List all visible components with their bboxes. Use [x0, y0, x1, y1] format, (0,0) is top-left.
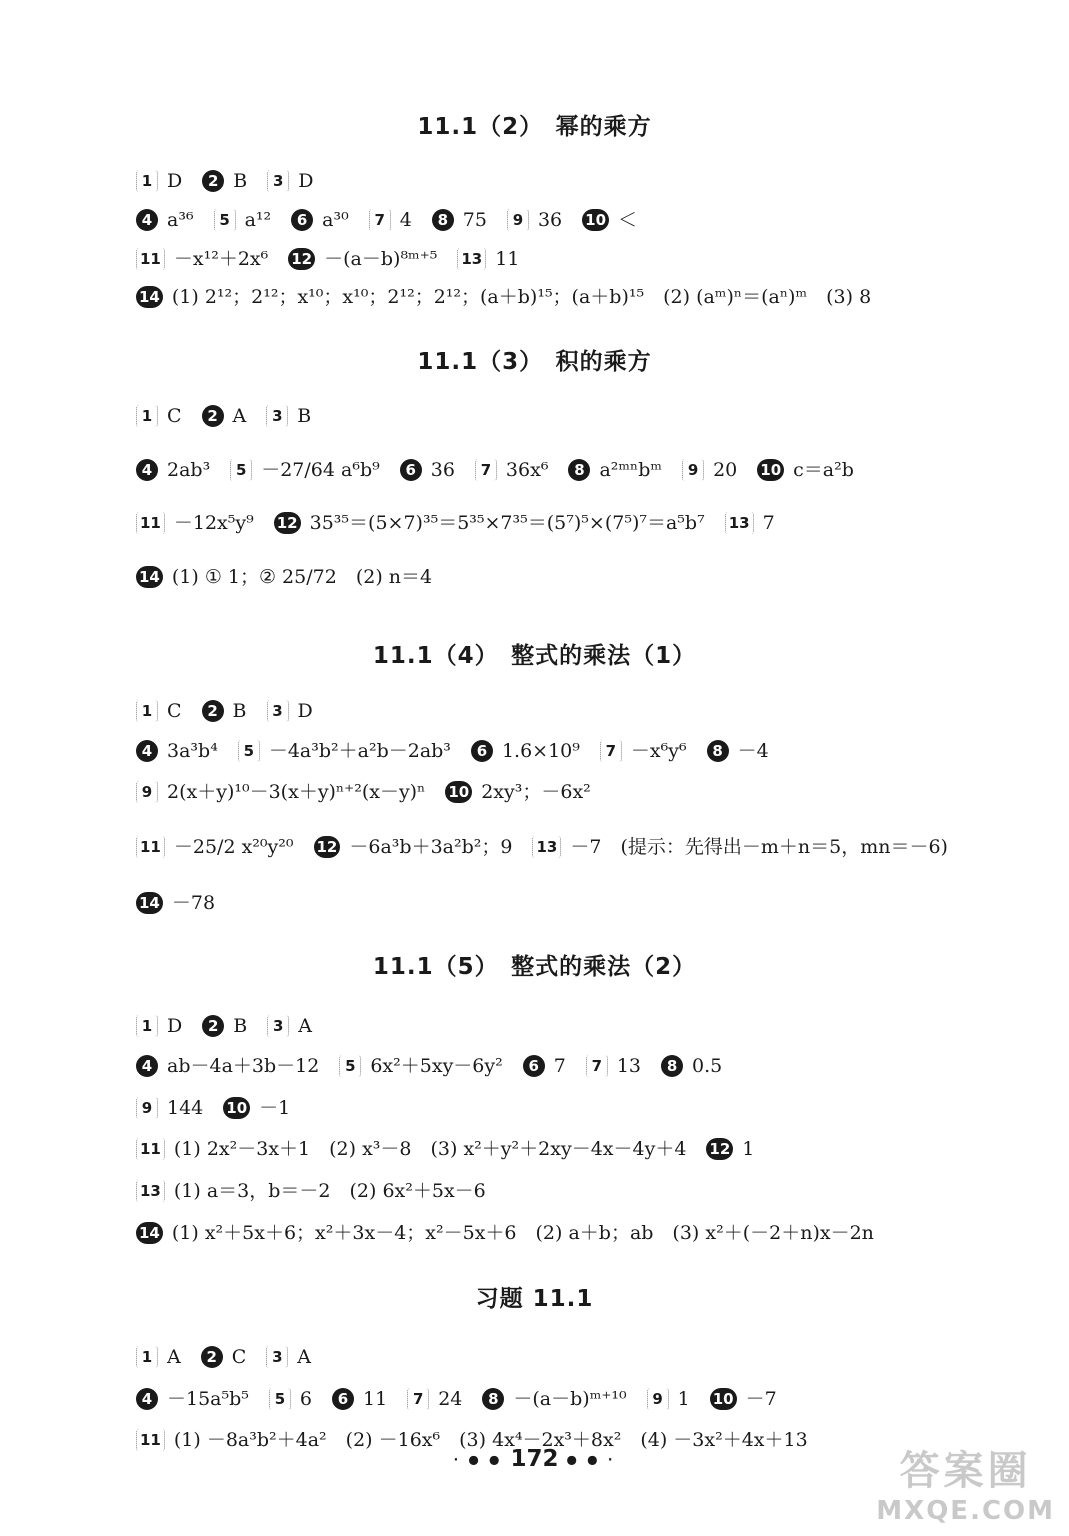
answer-text: 1 — [742, 1138, 755, 1160]
question-number-badge: 8 — [568, 459, 590, 481]
answer-text: C — [167, 700, 182, 722]
answer-text: －x⁶y⁶ — [630, 740, 687, 762]
question-number-badge: 4 — [136, 459, 158, 481]
question-number-badge: 2 — [202, 700, 224, 722]
answer-text: 20 — [713, 459, 738, 481]
answer-text: 2(x＋y)¹⁰－3(x＋y)ⁿ⁺²(x－y)ⁿ — [167, 781, 426, 803]
question-number: 13 — [532, 836, 561, 858]
answer-item — [136, 508, 254, 538]
answer-item — [582, 205, 637, 235]
answer-item — [432, 205, 487, 235]
question-number-badge: 4 — [136, 1388, 158, 1410]
answer-item — [136, 282, 871, 312]
answer-row — [136, 401, 1041, 431]
answer-text: －1 — [259, 1097, 291, 1119]
answer-item — [523, 1051, 566, 1081]
answer-row — [136, 832, 1041, 862]
answer-text: －25/2 x²⁰y²⁰ — [173, 836, 294, 858]
answer-item — [267, 166, 313, 196]
section-title: 11.1（5） 整式的乘法（2） — [372, 954, 697, 980]
answer-item — [136, 1342, 181, 1372]
answer-text: a³⁶ — [167, 209, 194, 231]
question-number-badge: 10 — [582, 209, 609, 231]
answer-item — [136, 455, 210, 485]
answer-item — [647, 1384, 690, 1414]
answer-text: －(a－b)⁸ᵐ⁺⁵ — [324, 248, 438, 270]
question-number: 9 — [647, 1388, 669, 1410]
question-number: 1 — [136, 1015, 158, 1037]
answer-item — [136, 832, 294, 862]
question-number: 3 — [267, 1015, 289, 1037]
answer-item — [314, 832, 513, 862]
answer-text: 6x²＋5xy－6y² — [370, 1055, 503, 1077]
answer-item — [223, 1093, 290, 1123]
section-title: 11.1（3） 积的乘方 — [417, 349, 652, 375]
answer-text: －15a⁵b⁵ — [167, 1388, 249, 1410]
question-number: 5 — [238, 740, 260, 762]
answer-item — [202, 696, 247, 726]
answer-text: －x¹²＋2x⁶ — [173, 248, 269, 270]
question-number-badge: 10 — [223, 1097, 250, 1119]
answer-text: B — [233, 1015, 248, 1037]
answer-item — [471, 736, 580, 766]
answer-text: 36x⁶ — [505, 459, 549, 481]
answer-text: －7 — [745, 1388, 777, 1410]
answer-row — [136, 205, 1041, 235]
answer-text: 36 — [537, 209, 563, 231]
answer-item — [136, 401, 182, 431]
answer-text: 4 — [399, 209, 412, 231]
footer-dots-right: ● ● · — [566, 1452, 616, 1467]
answer-item — [339, 1051, 502, 1081]
answer-text: －7 (提示：先得出－m＋n＝5，mn＝－6) — [570, 836, 948, 858]
answer-row — [136, 1218, 1041, 1248]
answer-item — [238, 736, 451, 766]
answer-text: D — [167, 1015, 183, 1037]
answer-row — [136, 244, 1041, 274]
question-number: 3 — [267, 170, 289, 192]
question-number: 5 — [214, 209, 236, 231]
question-number: 1 — [136, 700, 158, 722]
answer-item — [202, 166, 247, 196]
question-number-badge: 6 — [332, 1388, 354, 1410]
answer-text: 75 — [462, 209, 487, 231]
answer-text: －4a³b²＋a²b－2ab³ — [268, 740, 451, 762]
answer-text: 24 — [438, 1388, 463, 1410]
answer-text: (1) a＝3，b＝－2 (2) 6x²＋5x－6 — [173, 1180, 486, 1202]
answer-text: A — [297, 1346, 312, 1368]
question-number-badge: 10 — [445, 781, 472, 803]
answer-text: 144 — [167, 1097, 204, 1119]
answer-text: a³⁰ — [322, 209, 349, 231]
answer-text: C — [167, 405, 182, 427]
answer-item — [269, 1384, 312, 1414]
answer-text: 36 — [430, 459, 455, 481]
answer-text: －4 — [737, 740, 769, 762]
answer-item — [136, 1384, 249, 1414]
answer-item — [600, 736, 687, 766]
question-number-badge: 14 — [136, 566, 163, 588]
answer-text: A — [167, 1346, 181, 1368]
answer-item — [482, 1384, 626, 1414]
question-number-badge: 4 — [136, 740, 158, 762]
answer-text: －(a－b)ᵐ⁺¹⁰ — [513, 1388, 627, 1410]
question-number-badge: 10 — [757, 459, 784, 481]
answer-item — [136, 1051, 319, 1081]
question-number: 3 — [266, 1346, 288, 1368]
answer-text: A — [232, 405, 247, 427]
question-number: 7 — [475, 459, 497, 481]
section-title: 习题 11.1 — [475, 1286, 594, 1312]
answer-item — [201, 1342, 247, 1372]
answer-text: D — [297, 700, 313, 722]
answer-row — [136, 1134, 1041, 1164]
question-number: 5 — [230, 459, 252, 481]
answer-text: B — [232, 700, 247, 722]
question-number-badge: 8 — [432, 209, 454, 231]
answer-item — [725, 508, 775, 538]
answer-item — [136, 696, 182, 726]
answer-text: 7 — [762, 512, 775, 534]
answer-item — [288, 244, 437, 274]
answer-item — [266, 1342, 311, 1372]
answer-item — [475, 455, 549, 485]
question-number-badge: 12 — [314, 836, 341, 858]
answer-text: －27/64 a⁶b⁹ — [261, 459, 380, 481]
question-number: 7 — [600, 740, 622, 762]
answer-item — [710, 1384, 777, 1414]
answer-text: D — [298, 170, 314, 192]
answer-text: 3a³b⁴ — [167, 740, 218, 762]
answer-item — [707, 736, 769, 766]
answer-text: D — [167, 170, 183, 192]
question-number: 7 — [369, 209, 391, 231]
answer-item — [136, 562, 432, 592]
question-number-badge: 4 — [136, 1055, 158, 1077]
answer-item — [136, 777, 425, 807]
question-number: 11 — [136, 512, 165, 534]
question-number: 7 — [586, 1055, 608, 1077]
answer-text: (1) ① 1；② 25/72 (2) n＝4 — [171, 566, 433, 588]
answer-row — [136, 1342, 1041, 1372]
question-number: 13 — [136, 1180, 165, 1202]
answer-text: B — [297, 405, 312, 427]
answer-item — [682, 455, 737, 485]
answer-row — [136, 1051, 1041, 1081]
section-title: 11.1（4） 整式的乘法（1） — [372, 643, 697, 669]
question-number-badge: 14 — [136, 892, 163, 914]
question-number-badge: 4 — [136, 209, 158, 231]
answer-text: A — [298, 1015, 312, 1037]
answer-item — [568, 455, 662, 485]
answer-row — [136, 777, 1041, 807]
answer-item — [202, 1011, 247, 1041]
page-number: 172 — [510, 1446, 559, 1472]
answer-item — [532, 832, 947, 862]
answer-item — [267, 696, 313, 726]
answer-item — [136, 1218, 874, 1248]
answer-text: 11 — [495, 248, 520, 270]
question-number: 13 — [457, 248, 486, 270]
watermark-line1: 答案圈 — [899, 1448, 1032, 1494]
answer-row — [136, 508, 1041, 538]
answer-item — [757, 455, 854, 485]
question-number-badge: 14 — [136, 1222, 163, 1244]
question-number-badge: 12 — [274, 512, 301, 534]
answer-text: 11 — [363, 1388, 388, 1410]
answer-row — [136, 166, 1041, 196]
answer-row — [136, 736, 1041, 766]
question-number: 11 — [136, 1429, 165, 1451]
answer-item — [291, 205, 349, 235]
answer-item — [274, 508, 705, 538]
answer-item — [369, 205, 412, 235]
answer-item — [267, 1011, 312, 1041]
answer-text: －12x⁵y⁹ — [173, 512, 254, 534]
answer-text: 2xy³；－6x² — [481, 781, 591, 803]
answer-item — [136, 1093, 203, 1123]
answer-row — [136, 888, 1041, 918]
answer-text: (1) 2x²－3x＋1 (2) x³－8 (3) x²＋y²＋2xy－4x－4y＋4 — [173, 1138, 687, 1160]
answer-text: 1 — [677, 1388, 690, 1410]
question-number: 9 — [136, 1097, 158, 1119]
answer-item — [706, 1134, 754, 1164]
question-number-badge: 8 — [661, 1055, 683, 1077]
answer-item — [214, 205, 272, 235]
answer-text: c＝a²b — [793, 459, 854, 481]
answer-text: ＜ — [618, 209, 638, 231]
question-number-badge: 12 — [288, 248, 315, 270]
question-number-badge: 2 — [202, 170, 224, 192]
section-title: 11.1（2） 幂的乘方 — [417, 114, 652, 140]
answer-text: C — [231, 1346, 247, 1368]
answer-row — [136, 282, 1041, 312]
answer-text: (1) －8a³b²＋4a² (2) －16x⁶ (3) 4x⁴－2x³＋8x² (4) －3x²＋4x＋13 — [173, 1429, 808, 1451]
answer-text: (1) x²＋5x＋6；x²＋3x－4；x²－5x＋6 (2) a＋b；ab (3) x²＋(－2＋n)x－2n — [171, 1222, 874, 1244]
answer-item — [202, 401, 247, 431]
question-number: 3 — [266, 405, 288, 427]
answer-text: 6 — [299, 1388, 312, 1410]
question-number: 5 — [339, 1055, 361, 1077]
answer-item — [407, 1384, 462, 1414]
answer-item — [400, 455, 455, 485]
answer-row — [136, 1011, 1041, 1041]
question-number: 13 — [725, 512, 754, 534]
question-number: 11 — [136, 248, 165, 270]
answer-row — [136, 1176, 1041, 1206]
answer-text: 35³⁵＝(5×7)³⁵＝5³⁵×7³⁵＝(5⁷)⁵×(7⁵)⁷＝a⁵b⁷ — [309, 512, 705, 534]
answer-row — [136, 696, 1041, 726]
answer-item — [136, 244, 268, 274]
answer-item — [507, 205, 562, 235]
question-number: 3 — [267, 700, 289, 722]
answer-item — [457, 244, 519, 274]
answer-item — [136, 888, 215, 918]
watermark-line2: MXQE.COM — [876, 1496, 1055, 1526]
question-number-badge: 6 — [523, 1055, 545, 1077]
question-number-badge: 2 — [202, 405, 224, 427]
answer-item — [586, 1051, 641, 1081]
answer-item — [136, 1134, 686, 1164]
answer-row — [136, 1384, 1041, 1414]
answer-item — [136, 1011, 182, 1041]
watermark-logo — [876, 1439, 1055, 1526]
question-number: 1 — [136, 1346, 158, 1368]
question-number-badge: 8 — [707, 740, 729, 762]
answer-text: 7 — [553, 1055, 566, 1077]
question-number-badge: 6 — [471, 740, 493, 762]
footer-dots-left: · ● ● — [453, 1452, 503, 1467]
answer-text: －78 — [171, 892, 216, 914]
question-number: 9 — [507, 209, 529, 231]
answer-text: a¹² — [244, 209, 272, 231]
answer-text: B — [233, 170, 248, 192]
question-number: 1 — [136, 405, 158, 427]
question-number: 1 — [136, 170, 158, 192]
question-number: 5 — [269, 1388, 291, 1410]
answer-row — [136, 455, 1041, 485]
question-number: 11 — [136, 1138, 165, 1160]
question-number: 9 — [136, 781, 158, 803]
question-number: 9 — [682, 459, 704, 481]
answer-item — [136, 166, 182, 196]
answer-row — [136, 562, 1041, 592]
answer-text: 0.5 — [692, 1055, 723, 1077]
question-number-badge: 6 — [400, 459, 422, 481]
answer-text: 1.6×10⁹ — [501, 740, 580, 762]
answer-text: a²ᵐⁿbᵐ — [599, 459, 663, 481]
question-number-badge: 10 — [710, 1388, 737, 1410]
answer-text: (1) 2¹²；2¹²；x¹⁰；x¹⁰；2¹²；2¹²；(a＋b)¹⁵；(a＋b)¹⁵ (2) (aᵐ)ⁿ＝(aⁿ)ᵐ (3) 8 — [171, 286, 872, 308]
answer-row — [136, 1093, 1041, 1123]
question-number-badge: 2 — [202, 1015, 224, 1037]
answer-item — [332, 1384, 387, 1414]
question-number-badge: 14 — [136, 286, 163, 308]
answer-item — [136, 736, 218, 766]
answer-item — [136, 205, 194, 235]
answer-text: 13 — [616, 1055, 642, 1077]
answer-item — [445, 777, 590, 807]
answer-text: ab－4a＋3b－12 — [167, 1055, 320, 1077]
question-number: 11 — [136, 836, 165, 858]
question-number-badge: 12 — [706, 1138, 733, 1160]
question-number-badge: 2 — [201, 1346, 223, 1368]
answer-item — [661, 1051, 722, 1081]
answer-text: 2ab³ — [167, 459, 211, 481]
question-number: 7 — [407, 1388, 429, 1410]
answer-text: －6a³b＋3a²b²；9 — [349, 836, 513, 858]
question-number-badge: 8 — [482, 1388, 504, 1410]
question-number-badge: 6 — [291, 209, 313, 231]
answer-item — [266, 401, 311, 431]
answer-item — [136, 1176, 486, 1206]
answer-item — [230, 455, 380, 485]
